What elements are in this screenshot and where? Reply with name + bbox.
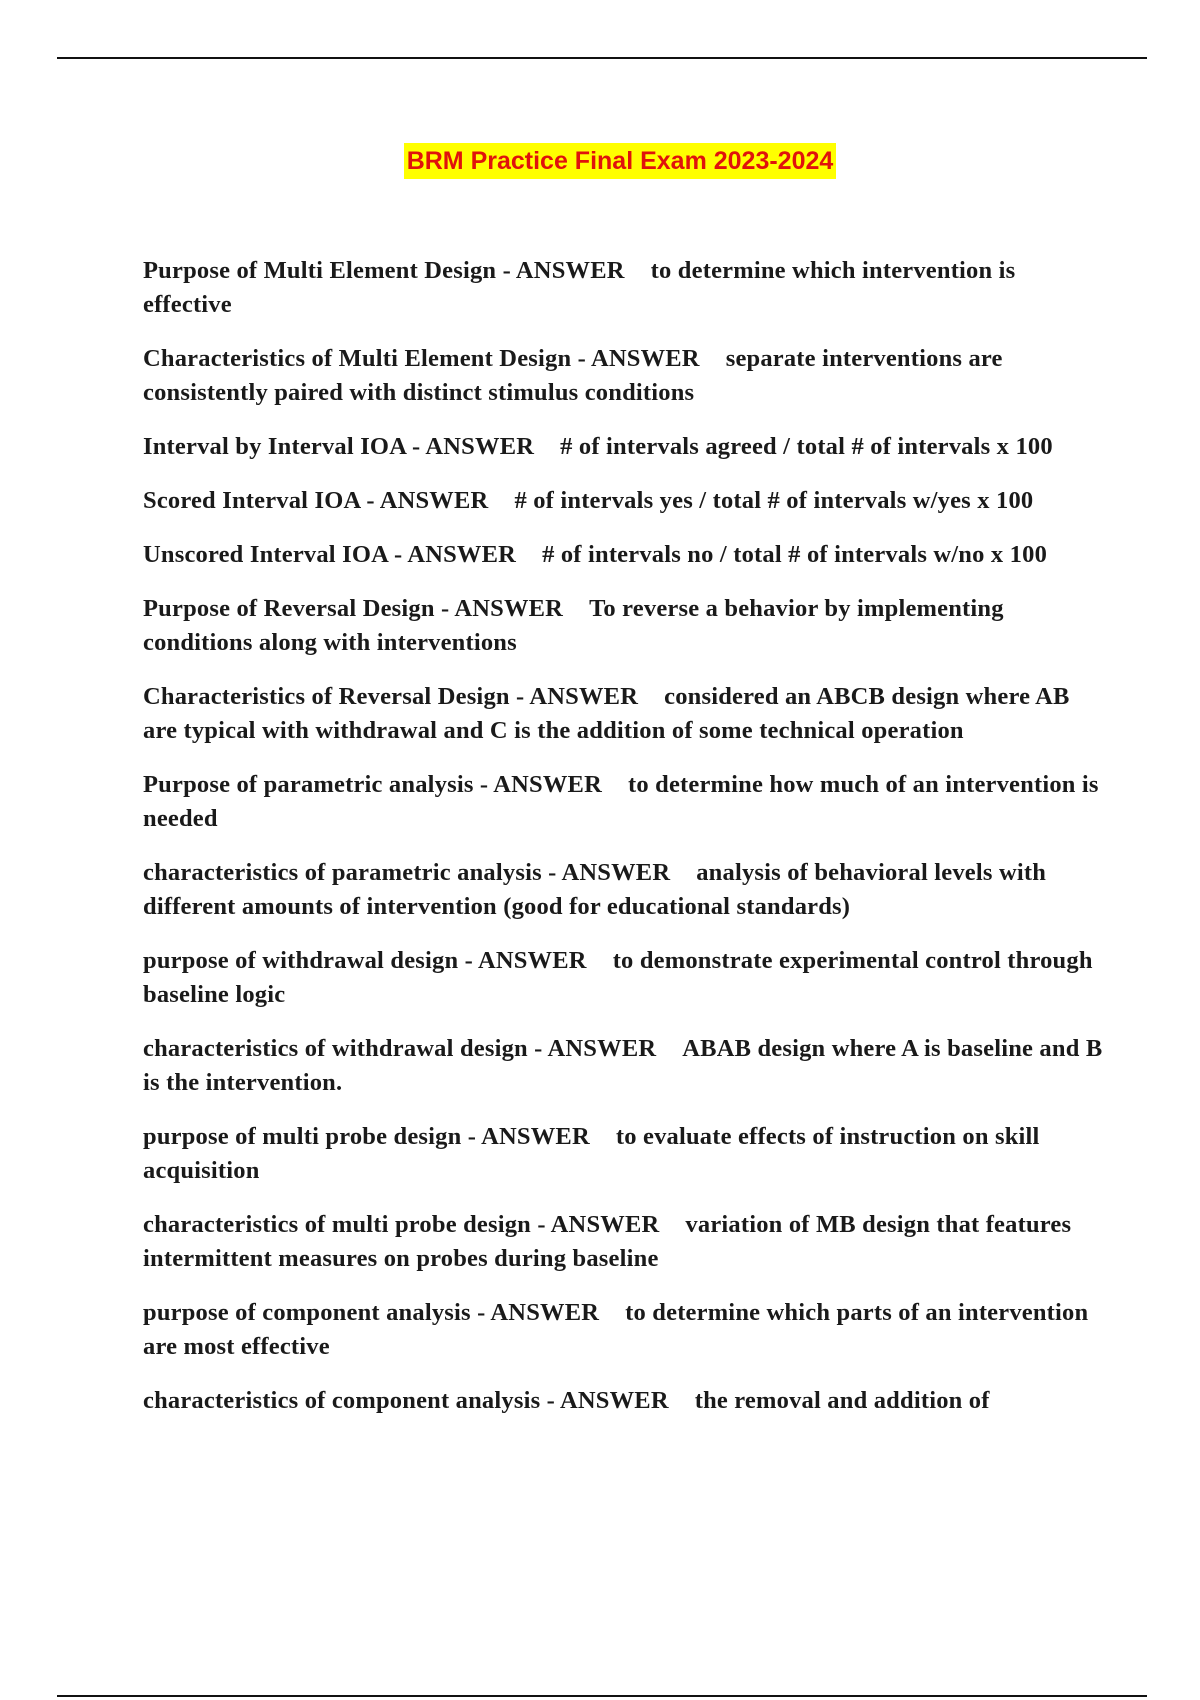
question-text: Interval by Interval IOA - ANSWER <box>143 433 535 460</box>
question-text: Unscored Interval IOA - ANSWER <box>143 541 517 568</box>
answer-text: to determine which parts of an intervention are most effective <box>143 1299 1089 1360</box>
qa-entry <box>143 254 1108 322</box>
qa-entry <box>143 1208 1108 1276</box>
answer-text: to evaluate effects of instruction on skill acquisition <box>143 1123 1040 1184</box>
qa-entry <box>143 856 1108 924</box>
top-divider <box>57 57 1147 59</box>
question-text: purpose of multi probe design - ANSWER <box>143 1123 590 1150</box>
qa-entry <box>143 592 1108 660</box>
qa-entry <box>143 768 1108 836</box>
question-text: characteristics of parametric analysis - ANSWER <box>143 859 671 886</box>
question-text: Characteristics of Reversal Design - ANSWER <box>143 683 639 710</box>
bottom-divider <box>57 1695 1147 1697</box>
qa-entry <box>143 430 1108 464</box>
qa-list <box>143 254 1108 1438</box>
qa-entry <box>143 1384 1108 1418</box>
question-text: Scored Interval IOA - ANSWER <box>143 487 489 514</box>
qa-entry <box>143 538 1108 572</box>
question-text: purpose of component analysis - ANSWER <box>143 1299 600 1326</box>
question-text: Purpose of Multi Element Design - ANSWER <box>143 257 625 284</box>
document-title: BRM Practice Final Exam 2023-2024 <box>404 143 837 179</box>
question-text: characteristics of withdrawal design - ANSWER <box>143 1035 657 1062</box>
answer-text: to determine which intervention is effective <box>143 257 1016 318</box>
answer-text: # of intervals yes / total # of intervals w/yes x 100 <box>514 487 1034 514</box>
qa-entry <box>143 1120 1108 1188</box>
qa-entry <box>143 1296 1108 1364</box>
question-text: Purpose of Reversal Design - ANSWER <box>143 595 564 622</box>
answer-text: the removal and addition of <box>694 1387 990 1414</box>
question-text: Characteristics of Multi Element Design - ANSWER <box>143 345 700 372</box>
answer-text: separate interventions are consistently paired with distinct stimulus conditions <box>143 345 1003 406</box>
qa-entry <box>143 484 1108 518</box>
answer-text: # of intervals agreed / total # of intervals x 100 <box>560 433 1053 460</box>
qa-entry <box>143 342 1108 410</box>
qa-entry <box>143 680 1108 748</box>
answer-text: to demonstrate experimental control through baseline logic <box>143 947 1093 1008</box>
question-text: purpose of withdrawal design - ANSWER <box>143 947 587 974</box>
answer-text: analysis of behavioral levels with different amounts of intervention (good for educational standards) <box>143 859 1047 920</box>
question-text: characteristics of multi probe design - ANSWER <box>143 1211 660 1238</box>
title-container <box>0 143 1200 179</box>
answer-text: # of intervals no / total # of intervals w/no x 100 <box>542 541 1048 568</box>
qa-entry <box>143 1032 1108 1100</box>
answer-text: to determine how much of an intervention is needed <box>143 771 1099 832</box>
answer-text: ABAB design where A is baseline and B is the intervention. <box>143 1035 1103 1096</box>
answer-text: To reverse a behavior by implementing conditions along with interventions <box>143 595 1004 656</box>
answer-text: considered an ABCB design where AB are typical with withdrawal and C is the addition of some technical operation <box>143 683 1070 744</box>
qa-entry <box>143 944 1108 1012</box>
answer-text: variation of MB design that features intermittent measures on probes during baseline <box>143 1211 1072 1272</box>
question-text: Purpose of parametric analysis - ANSWER <box>143 771 602 798</box>
question-text: characteristics of component analysis - ANSWER <box>143 1387 669 1414</box>
